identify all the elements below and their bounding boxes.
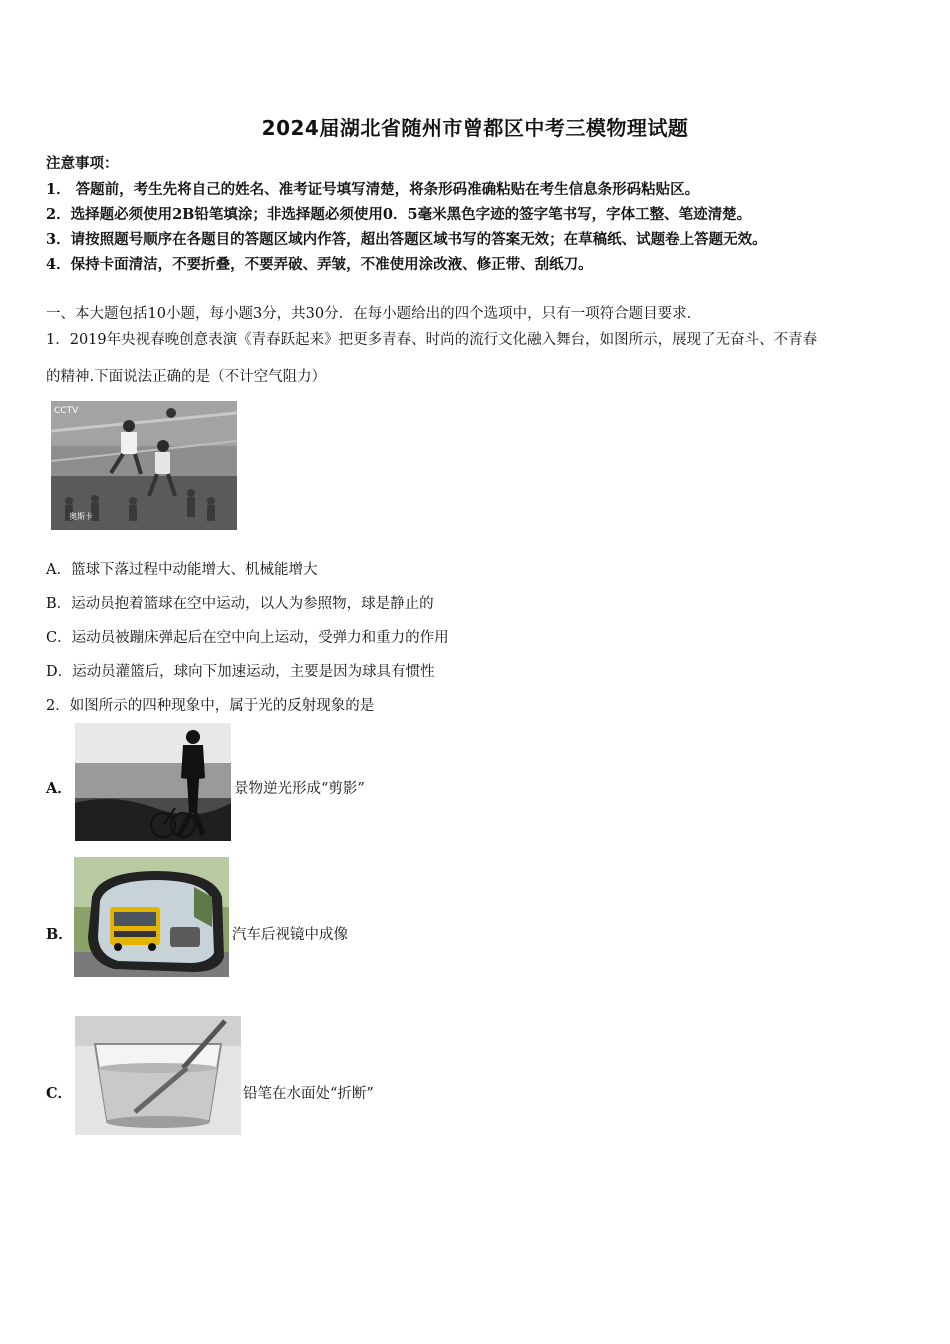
question-2-option-c-caption: 铅笔在水面处“折断” — [243, 1086, 374, 1102]
question-2-option-b-photo — [74, 857, 229, 977]
question-2-option-a-label: A． — [46, 780, 72, 797]
page-title: 2024届湖北省随州市曾都区中考三模物理试题 — [261, 116, 689, 140]
notice-item-4: 4．保持卡面清洁，不要折叠，不要弄破、弄皱，不准使用涂改液、修正带、刮纸刀。 — [46, 256, 593, 273]
notice-item-2: 2．选择题必须使用2B铅笔填涂；非选择题必须使用0．5毫米黑色字迹的签字笔书写，字体工整、笔迹清楚。 — [46, 206, 752, 223]
question-1-photo — [51, 401, 237, 530]
question-1-stem-line2: 的精神.下面说法正确的是（不计空气阻力） — [46, 369, 327, 385]
question-1-stem-line1: 1．2019年央视春晚创意表演《青春跃起来》把更多青春、时尚的流行文化融入舞台，如图所示，展现了无奋斗、不青春 — [46, 332, 818, 348]
question-2-option-b-caption: 汽车后视镜中成像 — [232, 927, 348, 943]
question-1-option-a: A．篮球下落过程中动能增大、机械能增大 — [46, 562, 318, 578]
question-2-option-a-photo — [75, 723, 231, 841]
question-2-stem: 2．如图所示的四种现象中，属于光的反射现象的是 — [46, 698, 375, 714]
photo-watermark-caption: 奥斯卡 — [69, 512, 93, 521]
question-2-option-c-photo — [75, 1016, 241, 1135]
photo-watermark-cctv: CCTV — [54, 406, 79, 416]
section-instructions: 一、本大题包括10小题，每小题3分，共30分．在每小题给出的四个选项中，只有一项符合题目要求． — [46, 306, 702, 322]
notice-heading: 注意事项： — [46, 155, 119, 172]
question-1-option-d: D．运动员灌篮后，球向下加速运动，主要是因为球具有惯性 — [46, 664, 435, 680]
question-1-option-b: B．运动员抱着篮球在空中运动，以人为参照物，球是静止的 — [46, 596, 434, 612]
question-2-option-b-label: B． — [46, 926, 73, 943]
question-2-option-a-caption: 景物逆光形成“剪影” — [234, 781, 365, 797]
question-2-option-c-label: C． — [46, 1085, 73, 1102]
notice-item-1: 1． 答题前，考生先将自己的姓名、准考证号填写清楚，将条形码准确粘贴在考生信息条形码粘贴区。 — [46, 181, 700, 198]
notice-item-3: 3．请按照题号顺序在各题目的答题区域内作答，超出答题区域书写的答案无效；在草稿纸、试题卷上答题无效。 — [46, 231, 767, 248]
question-1-option-c: C．运动员被蹦床弹起后在空中向上运动，受弹力和重力的作用 — [46, 630, 449, 646]
